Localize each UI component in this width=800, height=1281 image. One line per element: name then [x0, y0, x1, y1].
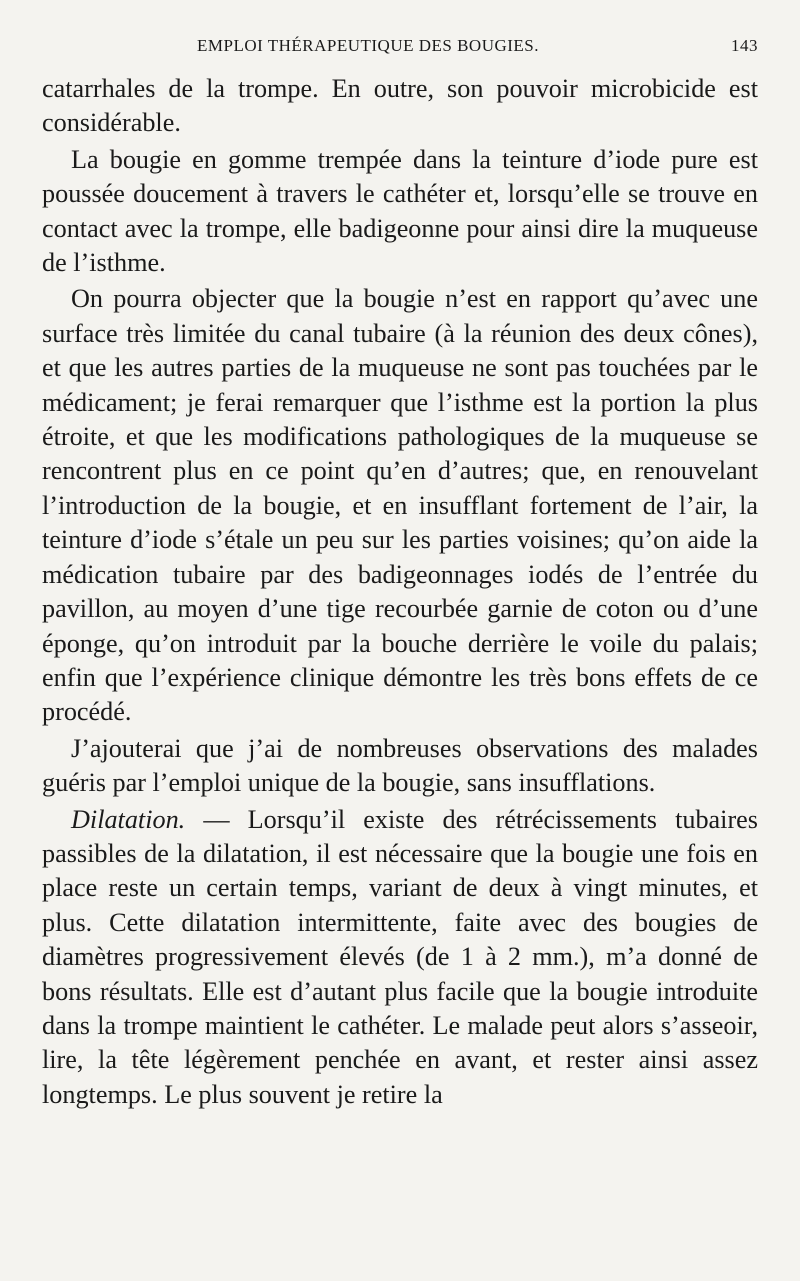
paragraph-text: — Lorsqu’il existe des rétrécissements tubaires passibles de la dilatation, il est nécessaire que la bougie une fois en place reste un certain temps, variant de deux à vingt minutes, et plus. Cette dilatation intermittente, faite avec des bougies de diamètres progressivement élevés (de 1 à 2 mm.), m’a donné de bons résultats. Elle est d’autant plus facile que la bougie introduite dans la trompe maintient le cathéter. Le malade peut alors s’asseoir, lire, la tête légèrement penchée en avant, et rester ainsi assez longtemps. Le plus souvent je retire la [42, 804, 758, 1109]
paragraph-dilatation [42, 803, 758, 1113]
paragraph-text: catarrhales de la trompe. En outre, son pouvoir microbicide est considérable. [42, 74, 758, 138]
page-number: 143 [731, 36, 758, 55]
running-head [42, 36, 758, 72]
paragraph-text: J’ajouterai que j’ai de nombreuses observations des malades guéris par l’emploi unique de la bougie, sans insufflations. [42, 733, 758, 798]
paragraph-iodine-bougie [42, 143, 758, 281]
paragraph-objection [42, 282, 758, 729]
paragraph-text: On pourra objecter que la bougie n’est en rapport qu’avec une surface très limitée du canal tubaire (à la réunion des deux cônes), et que les autres parties de la muqueuse ne sont pas touchées par le médicament; je ferai remarquer que l’isthme est la portion la plus étroite, et que les modifications pathologiques de la muqueuse se rencontrent plus en ce point qu’en d’autres; que, en renouvelant l’introduction de la bougie, et en insufflant fortement de l’air, la teinture d’iode s’étale un peu sur les parties voisines; qu’on aide la médication tubaire par des badigeonnages iodés de l’entrée du pavillon, au moyen d’une tige recourbée garnie de coton ou d’une éponge, qu’on introduit par la bouche derrière le voile du palais; enfin que l’expérience clinique démontre les très bons effets de ce procédé. [42, 284, 758, 727]
paragraph-text: La bougie en gomme trempée dans la teinture d’iode pure est poussée doucement à travers le cathéter et, lorsqu’elle se trouve en contact avec la trompe, elle badigeonne pour ainsi dire la muqueuse de l’isthme. [42, 144, 758, 278]
section-lead: Dilatation. [71, 804, 186, 834]
paragraph-continuation [42, 72, 758, 141]
body-text [42, 72, 758, 1112]
running-title: EMPLOI THÉRAPEUTIQUE DES BOUGIES. [197, 36, 540, 55]
paragraph-observations [42, 732, 758, 801]
